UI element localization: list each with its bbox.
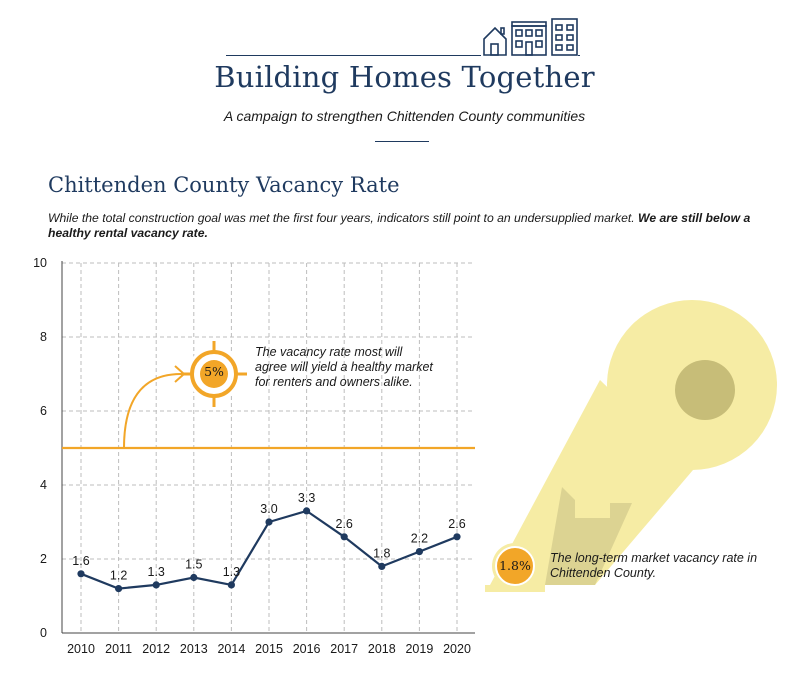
data-point <box>77 570 84 577</box>
key-rate-label: 1.8% <box>499 558 531 573</box>
key-graphic <box>485 300 777 592</box>
data-label: 1.2 <box>109 568 128 583</box>
y-tick-label: 6 <box>40 404 47 418</box>
x-tick-label: 2011 <box>105 642 133 656</box>
target-note: The vacancy rate most will agree will yield a healthy market for renters and owners alike. <box>255 345 433 389</box>
vacancy-rate-chart <box>0 250 809 694</box>
x-tick-label: 2010 <box>67 642 95 656</box>
x-tick-label: 2017 <box>330 642 359 656</box>
page-subtitle: A campaign to strengthen Chittenden County communities <box>223 108 586 124</box>
key-hole <box>675 360 735 420</box>
x-tick-label: 2014 <box>217 642 246 656</box>
data-label: 1.3 <box>147 564 165 579</box>
y-tick-label: 10 <box>33 256 47 270</box>
y-tick-label: 2 <box>40 552 47 566</box>
data-point <box>303 507 310 514</box>
buildings-icon <box>481 16 581 58</box>
y-tick-label: 4 <box>40 478 47 492</box>
x-tick-label: 2015 <box>255 642 283 656</box>
data-point <box>115 585 122 592</box>
data-point <box>153 581 160 588</box>
y-tick-label: 8 <box>40 330 47 344</box>
data-label: 1.5 <box>185 557 203 572</box>
data-point <box>341 533 348 540</box>
data-label: 1.8 <box>373 546 391 561</box>
data-point <box>265 518 272 525</box>
x-tick-label: 2020 <box>443 642 471 656</box>
data-label: 1.3 <box>222 564 241 579</box>
x-tick-label: 2019 <box>405 642 434 656</box>
data-label: 2.2 <box>410 531 429 546</box>
data-label: 1.6 <box>72 553 90 568</box>
key-note: The long-term market vacancy rate in Chittenden County. <box>550 551 758 580</box>
x-tick-label: 2018 <box>367 642 396 656</box>
y-tick-label: 0 <box>40 626 47 640</box>
data-label: 3.3 <box>297 490 316 505</box>
header-rule <box>226 55 481 56</box>
page-title: Building Homes Together <box>214 60 595 94</box>
x-tick-label: 2016 <box>292 642 321 656</box>
data-label: 2.6 <box>448 516 466 531</box>
data-point <box>416 548 423 555</box>
data-point <box>378 563 385 570</box>
x-tick-label: 2012 <box>142 642 171 656</box>
target-rate-label: 5% <box>204 364 224 379</box>
data-point <box>190 574 197 581</box>
description-emphasis: We are still below a healthy rental vacancy rate. <box>48 211 751 240</box>
title-divider <box>375 141 429 142</box>
data-label: 3.0 <box>260 502 278 516</box>
x-tick-label: 2013 <box>179 642 208 656</box>
data-point <box>453 533 460 540</box>
data-point <box>228 581 235 588</box>
data-label: 2.6 <box>335 516 353 531</box>
chart-heading: Chittenden County Vacancy Rate <box>48 173 400 197</box>
description-text: While the total construction goal was met the first four years, indicators still point to an undersupplied market. <box>48 211 635 225</box>
chart-description <box>48 211 768 241</box>
